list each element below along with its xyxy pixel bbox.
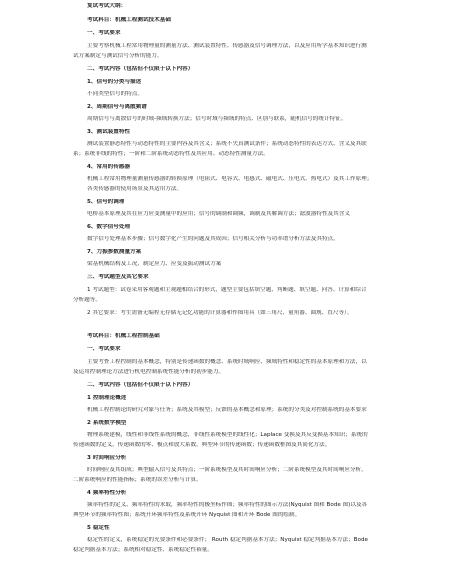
section1-requirements-text: 主要考察机械工程常用物理量的测量方法、测试装置特性、传感器及信号调理方法，以及应用所学基本知识进行测 (87, 43, 367, 49)
section1-requirements-text-cont: 试方案制定与测试信号分析的能力。 (73, 53, 163, 59)
section2-item2-text: 物理系统建模，线性和非线性系统的概念，非线性系统模型的线性化；Laplace 变换及其反变换基本知识；系统的 (87, 432, 368, 438)
section1-item6-text: 数字信号处理基本步骤；信号数字化产生的问题及其成因；信号相关分析与功率谱分析方法及其特点。 (87, 236, 339, 242)
section1-heading-content: 二、考试内容（包括但不仅限于以下内容） (87, 66, 194, 72)
section1-structure-item2: 2 其它要求：考生需备无编程无存储无记忆功能的计算器和作图用具（如三角尺、量角器、圆规、直尺等）。 (87, 310, 353, 316)
section1-item4-text: 机械工程常用物理量测量传感器的转换原理（电阻式、电容式、电感式、磁电式、压电式、热电式）及其工作原理； (87, 176, 373, 182)
section1-item2-text: 周期信号与离散信号的时域-频域转换方法；信号时域与频域的特点、区别与联系，随机信号的统计特征。 (87, 116, 347, 122)
section1-item2-heading: 2、周期信号与离散频谱 (87, 104, 147, 110)
section2-heading-content: 二、考试内容（包括但不仅限于以下内容） (87, 382, 194, 388)
section1-item3-text-cont: 系；系统非线的特性；一阶和二阶系统动态特性及其应用、动态特性测量方法。 (73, 151, 269, 157)
section2-item5-text-cont: 稳定判据基本方法；系统相对稳定性、系统稳定性裕量。 (73, 547, 213, 553)
section1-item7-heading: 7、力振参数测量方案 (87, 249, 142, 255)
section1-heading-requirements: 一、考试要求 (87, 30, 121, 36)
section2-item4-text-cont: 典型环节的频率特性图；系统开环频率特性及系统开环 Nyquist 图和开环 Bode 图的绘制。 (73, 512, 301, 518)
section2-item3-text: 时间响应及其组成；典型输入信号及其特点；一阶系统模型及其时间响应分析；二阶系统模型及其时间响应分析， (87, 467, 367, 473)
section1-item6-heading: 6、数字信号处理 (87, 224, 131, 230)
section1-heading-structure: 三、考试题型及其它要求 (87, 274, 149, 280)
section2-item5-text: 稳定性的定义，系统稳定的充要条件和必要条件； Routh 稳定判据基本方法；Nyquist 稳定判据基本方法；Bode (87, 537, 368, 543)
section2-requirements-text-cont: 及运用控制理论方法进行机电控制系统性能分析的初步能力。 (73, 369, 225, 375)
section2-item3-heading: 3 时间响应分析 (87, 455, 127, 461)
section2-item1-text: 机械工程控制论的研究对象与任务；系统及其模型；反馈的基本概念和原理；系统的分类及对控制系统的基本要求 (87, 407, 367, 413)
section2-item1-heading: 1 控制理论概述 (87, 395, 127, 401)
section2-requirements-text: 主要考查工程控制的基本概念，特别是传递函数的概念、系统时域响应、频域特性和稳定性的基本原理和方法，以 (87, 359, 367, 365)
doc-title: 复试考试大纲： (87, 3, 127, 9)
section2-heading-requirements: 一、考试要求 (87, 346, 121, 352)
section2-item2-text-cont: 传递函数的定义，传递函数的零、极点和放大系数，典型环节的传递函数；传递函数框图及其简化方法。 (73, 442, 331, 448)
section2-item2-heading: 2 系统数学模型 (87, 420, 127, 426)
section1-item1-heading: 1、信号的分类与描述 (87, 79, 142, 85)
section2-subject: 考试科目：机械工程控制基础 (87, 333, 160, 339)
section2-item4-text: 频率特性的定义、频率特性的求取，频率特性的极坐标作图；频率特性的图示方法(Nyquist 图和 Bode 图)以及各 (87, 502, 368, 508)
section1-item4-text-cont: 各类传感器的使用场景及其适用方法。 (87, 186, 183, 192)
section2-item5-heading: 5 稳定性 (87, 525, 110, 531)
section2-item4-heading: 4 频率特性分析 (87, 490, 127, 496)
section1-item1-text: 不同类型信号的特点。 (87, 91, 143, 97)
section1-subject: 考试科目：机械工程测试技术基础 (87, 17, 171, 23)
section1-item5-heading: 5、信号的调理 (87, 199, 125, 205)
section1-structure-item1: 1 考试题型：试卷采用客观题和主观题相结合的形式，题型主要包括填空题、判断题、填空题、问答、计算和综合 (87, 287, 367, 293)
section1-structure-item1-cont: 分析题等。 (73, 297, 101, 303)
section1-item3-text: 测试装置静态特性与动态特性的主要内容及其含义；系统不失真测试条件；系统动态特性的表达方式、含义及其联 (87, 141, 367, 147)
section1-item7-text: 梁基机械结构及工况，制定应力、应变及振动测试方案 (87, 261, 222, 267)
section1-item3-heading: 3、测试装置特性 (87, 129, 131, 135)
section2-item3-text-cont: 二阶系统响应的性能指标；系统的误差分析与计算。 (73, 477, 202, 483)
section1-item4-heading: 4、常用的传感器 (87, 164, 131, 170)
section1-item5-text: 电桥基本原理及其在应力应变测量中的应用；信号的调制和调频，调制及其解调方法；滤波器特性及其含义 (87, 211, 350, 217)
